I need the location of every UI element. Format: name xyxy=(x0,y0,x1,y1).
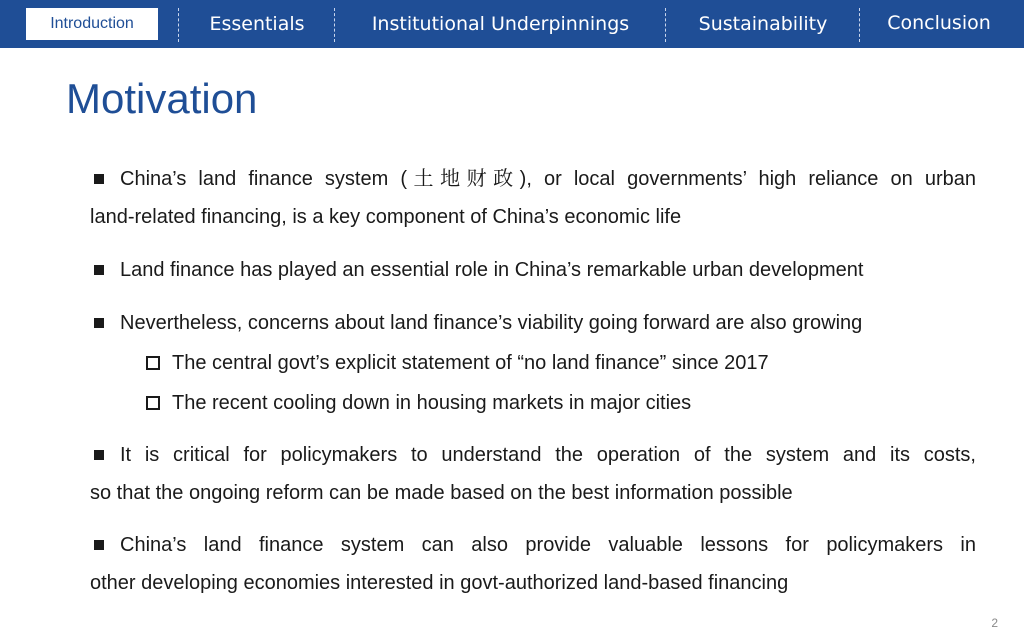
nav-tab-introduction[interactable]: Introduction xyxy=(26,8,158,40)
page-number: 2 xyxy=(991,616,998,630)
bullet-square-icon xyxy=(94,450,104,460)
bullet-square-icon xyxy=(94,174,104,184)
bullet-1-line-2: land-related financing, is a key component of China’s economic life xyxy=(90,206,682,228)
bullet-4-line-1: It is critical for policymakers to understand the operation of the system and its costs, xyxy=(120,444,976,466)
bullet-4-line-2: so that the ongoing reform can be made based on the best information possible xyxy=(90,482,793,504)
bullet-square-icon xyxy=(94,318,104,328)
bullet-3-line-1: Nevertheless, concerns about land finance’s viability going forward are also growing xyxy=(120,312,863,334)
nav-tab-essentials[interactable]: Essentials xyxy=(209,13,305,35)
sub-bullet-2: The recent cooling down in housing markets in major cities xyxy=(172,392,692,414)
sub-bullet-hollow-square-icon xyxy=(146,396,160,410)
bullet-square-icon xyxy=(94,265,104,275)
nav-tab-sustainability[interactable]: Sustainability xyxy=(698,13,828,35)
sub-bullet-hollow-square-icon xyxy=(146,356,160,370)
bullet-5-line-1: China’s land finance system can also provide valuable lessons for policymakers in xyxy=(120,534,976,556)
bullet-5-line-2: other developing economies interested in govt-authorized land-based financing xyxy=(90,572,789,594)
sub-bullet-1: The central govt’s explicit statement of “no land finance” since 2017 xyxy=(172,352,769,374)
nav-tab-institutional-underpinnings[interactable]: Institutional Underpinnings xyxy=(371,13,630,35)
bullet-2-line-1: Land finance has played an essential role in China’s remarkable urban development xyxy=(120,259,864,281)
bullet-1-line-1: China’s land finance system (土地财政), or local governments’ high reliance on urban xyxy=(120,168,976,190)
bullet-square-icon xyxy=(94,540,104,550)
nav-tab-conclusion[interactable]: Conclusion xyxy=(887,12,991,34)
slide-title: Motivation xyxy=(66,75,258,122)
